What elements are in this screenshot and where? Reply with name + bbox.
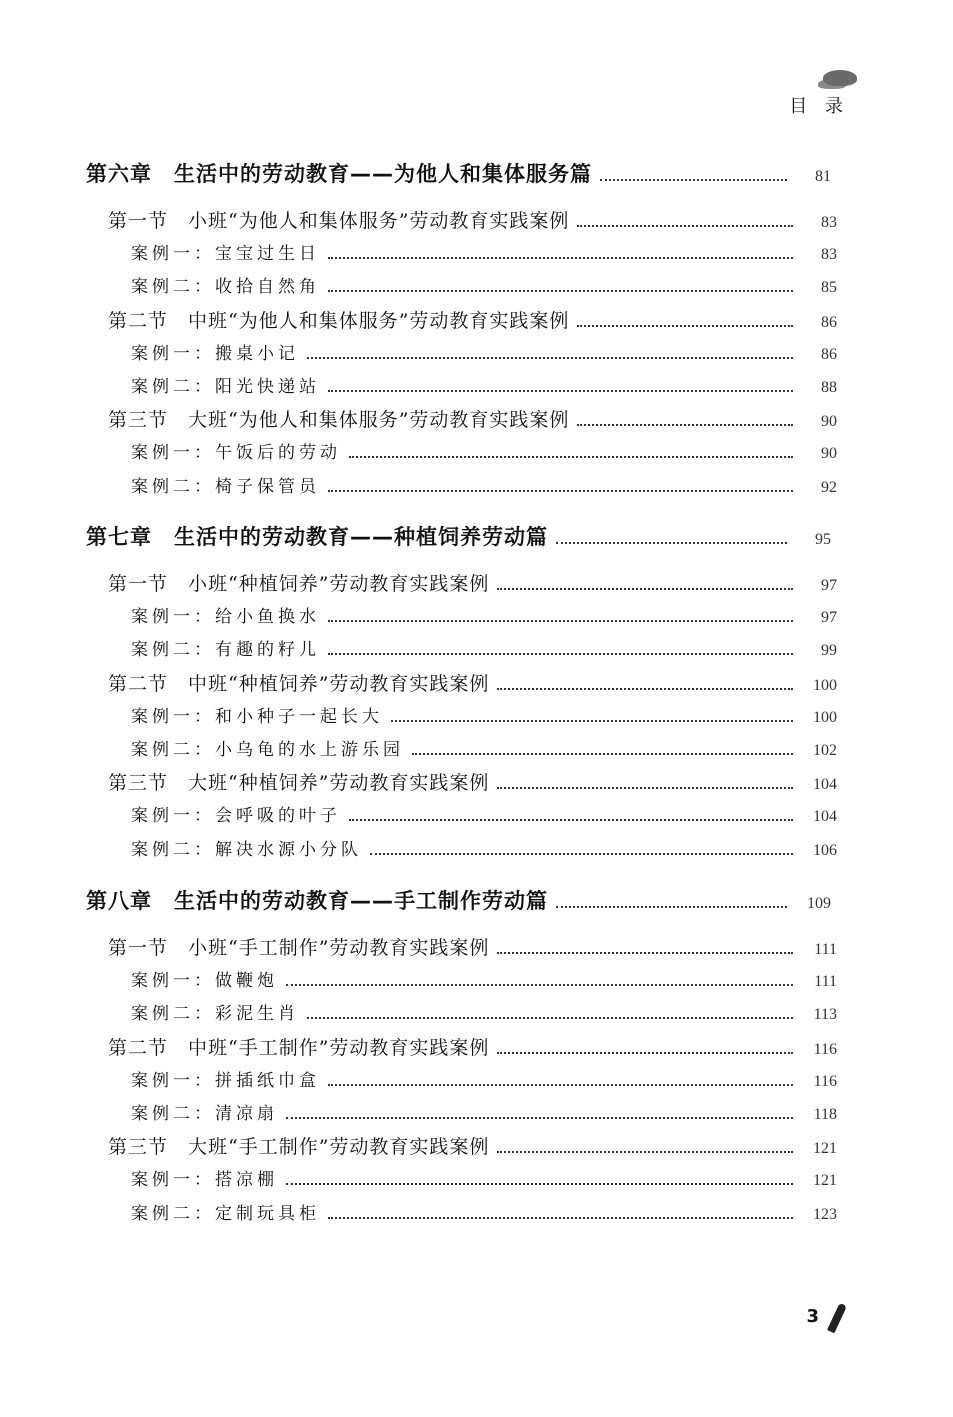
case-entry bbox=[131, 702, 837, 727]
pen-icon bbox=[827, 1303, 847, 1334]
cloud-icon bbox=[823, 70, 857, 86]
section-entry bbox=[108, 669, 837, 696]
case-page-number: 99 bbox=[821, 642, 837, 660]
case-title: 案例一：会呼吸的叶子 bbox=[131, 806, 341, 827]
case-page-number: 123 bbox=[813, 1205, 837, 1223]
case-page-number: 106 bbox=[813, 841, 837, 859]
section-page-number: 83 bbox=[821, 214, 837, 231]
case-entry bbox=[131, 239, 837, 264]
case-title: 案例二：定制玩具柜 bbox=[131, 1203, 320, 1224]
dot-leader bbox=[497, 1142, 793, 1153]
dot-leader bbox=[556, 533, 787, 544]
section-title: 第三节 大班“为他人和集体服务”劳动教育实践案例 bbox=[108, 409, 570, 432]
case-title: 案例一：宝宝过生日 bbox=[131, 244, 320, 265]
dot-leader bbox=[286, 975, 793, 986]
case-entry bbox=[131, 835, 837, 860]
case-entry bbox=[131, 801, 837, 826]
case-entry bbox=[131, 735, 837, 760]
case-title: 案例二：小乌龟的水上游乐园 bbox=[131, 740, 404, 760]
case-page-number: 113 bbox=[813, 1006, 837, 1024]
section-title: 第一节 小班“种植饲养”劳动教育实践案例 bbox=[108, 573, 490, 595]
case-page-number: 86 bbox=[821, 345, 837, 363]
case-entry bbox=[131, 1066, 837, 1091]
section-page-number: 111 bbox=[814, 941, 837, 958]
case-page-number: 118 bbox=[813, 1106, 837, 1123]
section-page-number: 100 bbox=[813, 676, 837, 694]
dot-leader bbox=[577, 316, 793, 327]
dot-leader bbox=[577, 415, 793, 426]
section-page-number: 97 bbox=[821, 577, 837, 594]
case-entry bbox=[131, 339, 837, 364]
dot-leader bbox=[497, 679, 793, 690]
case-entry bbox=[131, 602, 837, 627]
dot-leader bbox=[497, 778, 793, 789]
case-page-number: 92 bbox=[821, 478, 837, 496]
chapter-entry bbox=[86, 158, 831, 188]
dot-leader bbox=[307, 1009, 793, 1020]
section-title: 第二节 中班“为他人和集体服务”劳动教育实践案例 bbox=[108, 309, 570, 332]
dot-leader bbox=[556, 897, 787, 908]
section-entry bbox=[108, 306, 837, 333]
case-title: 案例二：有趣的籽儿 bbox=[131, 640, 320, 661]
dot-leader bbox=[286, 1108, 793, 1119]
section-title: 第二节 中班“种植饲养”劳动教育实践案例 bbox=[108, 672, 490, 695]
section-entry bbox=[108, 206, 837, 233]
case-title: 案例一：做鞭炮 bbox=[131, 971, 278, 992]
section-page-number: 121 bbox=[813, 1140, 837, 1158]
chapter-entry bbox=[86, 521, 831, 551]
case-title: 案例二：解决水源小分队 bbox=[131, 839, 362, 860]
dot-leader bbox=[497, 579, 793, 590]
page-number: 3 bbox=[806, 1306, 819, 1327]
case-entry bbox=[131, 1165, 837, 1190]
section-page-number: 116 bbox=[813, 1040, 837, 1058]
dot-leader bbox=[328, 611, 793, 622]
dot-leader bbox=[391, 711, 793, 722]
chapter-page-number: 109 bbox=[807, 895, 831, 912]
section-title: 第三节 大班“种植饲养”劳动教育实践案例 bbox=[108, 772, 490, 795]
case-title: 案例二：收拾自然角 bbox=[131, 277, 320, 298]
case-title: 案例一：搬桌小记 bbox=[131, 343, 299, 364]
dot-leader bbox=[497, 943, 793, 954]
dot-leader bbox=[307, 348, 793, 359]
case-entry bbox=[131, 372, 837, 397]
case-page-number: 85 bbox=[821, 279, 837, 297]
section-page-number: 104 bbox=[813, 776, 837, 794]
case-title: 案例二：阳光快递站 bbox=[131, 377, 320, 397]
case-entry bbox=[131, 635, 837, 660]
chapter-title: 第八章 生活中的劳动教育——手工制作劳动篇 bbox=[86, 889, 548, 913]
dot-leader bbox=[328, 381, 793, 392]
dot-leader bbox=[328, 248, 793, 259]
dot-leader bbox=[370, 844, 793, 855]
case-title: 案例二：椅子保管员 bbox=[131, 476, 320, 497]
section-title: 第三节 大班“手工制作”劳动教育实践案例 bbox=[108, 1136, 490, 1159]
case-entry bbox=[131, 966, 837, 991]
dot-leader bbox=[349, 811, 793, 822]
case-page-number: 111 bbox=[814, 973, 837, 991]
section-entry bbox=[108, 569, 837, 596]
chapter-entry bbox=[86, 885, 831, 915]
dot-leader bbox=[349, 448, 793, 459]
section-page-number: 90 bbox=[821, 413, 837, 431]
case-title: 案例一：午饭后的劳动 bbox=[131, 443, 341, 464]
section-entry bbox=[108, 1033, 837, 1060]
case-title: 案例一：和小种子一起长大 bbox=[131, 706, 383, 727]
case-page-number: 100 bbox=[813, 708, 837, 726]
case-page-number: 102 bbox=[813, 742, 837, 759]
case-page-number: 97 bbox=[821, 609, 837, 627]
section-title: 第二节 中班“手工制作”劳动教育实践案例 bbox=[108, 1036, 490, 1059]
case-page-number: 121 bbox=[813, 1172, 837, 1190]
case-title: 案例一：拼插纸巾盒 bbox=[131, 1070, 320, 1091]
case-title: 案例一：给小鱼换水 bbox=[131, 607, 320, 628]
section-entry bbox=[108, 1132, 837, 1159]
section-title: 第一节 小班“为他人和集体服务”劳动教育实践案例 bbox=[108, 210, 570, 232]
dot-leader bbox=[286, 1175, 793, 1186]
case-title: 案例一：搭凉棚 bbox=[131, 1170, 278, 1191]
case-page-number: 90 bbox=[821, 445, 837, 463]
case-page-number: 83 bbox=[821, 246, 837, 264]
chapter-title: 第六章 生活中的劳动教育——为他人和集体服务篇 bbox=[86, 162, 592, 186]
dot-leader bbox=[412, 744, 793, 755]
case-page-number: 116 bbox=[813, 1072, 837, 1090]
case-entry bbox=[131, 472, 837, 497]
case-page-number: 88 bbox=[821, 379, 837, 396]
chapter-page-number: 95 bbox=[815, 531, 831, 548]
section-entry bbox=[108, 405, 837, 432]
dot-leader bbox=[328, 645, 793, 656]
case-entry bbox=[131, 999, 837, 1024]
dot-leader bbox=[328, 282, 793, 293]
dot-leader bbox=[328, 481, 793, 492]
section-page-number: 86 bbox=[821, 313, 837, 331]
section-entry bbox=[108, 768, 837, 795]
case-entry bbox=[131, 438, 837, 463]
case-page-number: 104 bbox=[813, 808, 837, 826]
case-entry bbox=[131, 272, 837, 297]
chapter-page-number: 81 bbox=[815, 168, 831, 185]
dot-leader bbox=[328, 1075, 793, 1086]
case-entry bbox=[131, 1099, 837, 1124]
dot-leader bbox=[600, 170, 787, 181]
case-title: 案例二：清凉扇 bbox=[131, 1104, 278, 1124]
case-entry bbox=[131, 1199, 837, 1224]
case-title: 案例二：彩泥生肖 bbox=[131, 1004, 299, 1025]
dot-leader bbox=[577, 216, 793, 227]
chapter-title: 第七章 生活中的劳动教育——种植饲养劳动篇 bbox=[86, 525, 548, 549]
section-title: 第一节 小班“手工制作”劳动教育实践案例 bbox=[108, 937, 490, 959]
page-header-title: 目 录 bbox=[789, 96, 849, 117]
dot-leader bbox=[328, 1208, 793, 1219]
section-entry bbox=[108, 933, 837, 960]
dot-leader bbox=[497, 1043, 793, 1054]
